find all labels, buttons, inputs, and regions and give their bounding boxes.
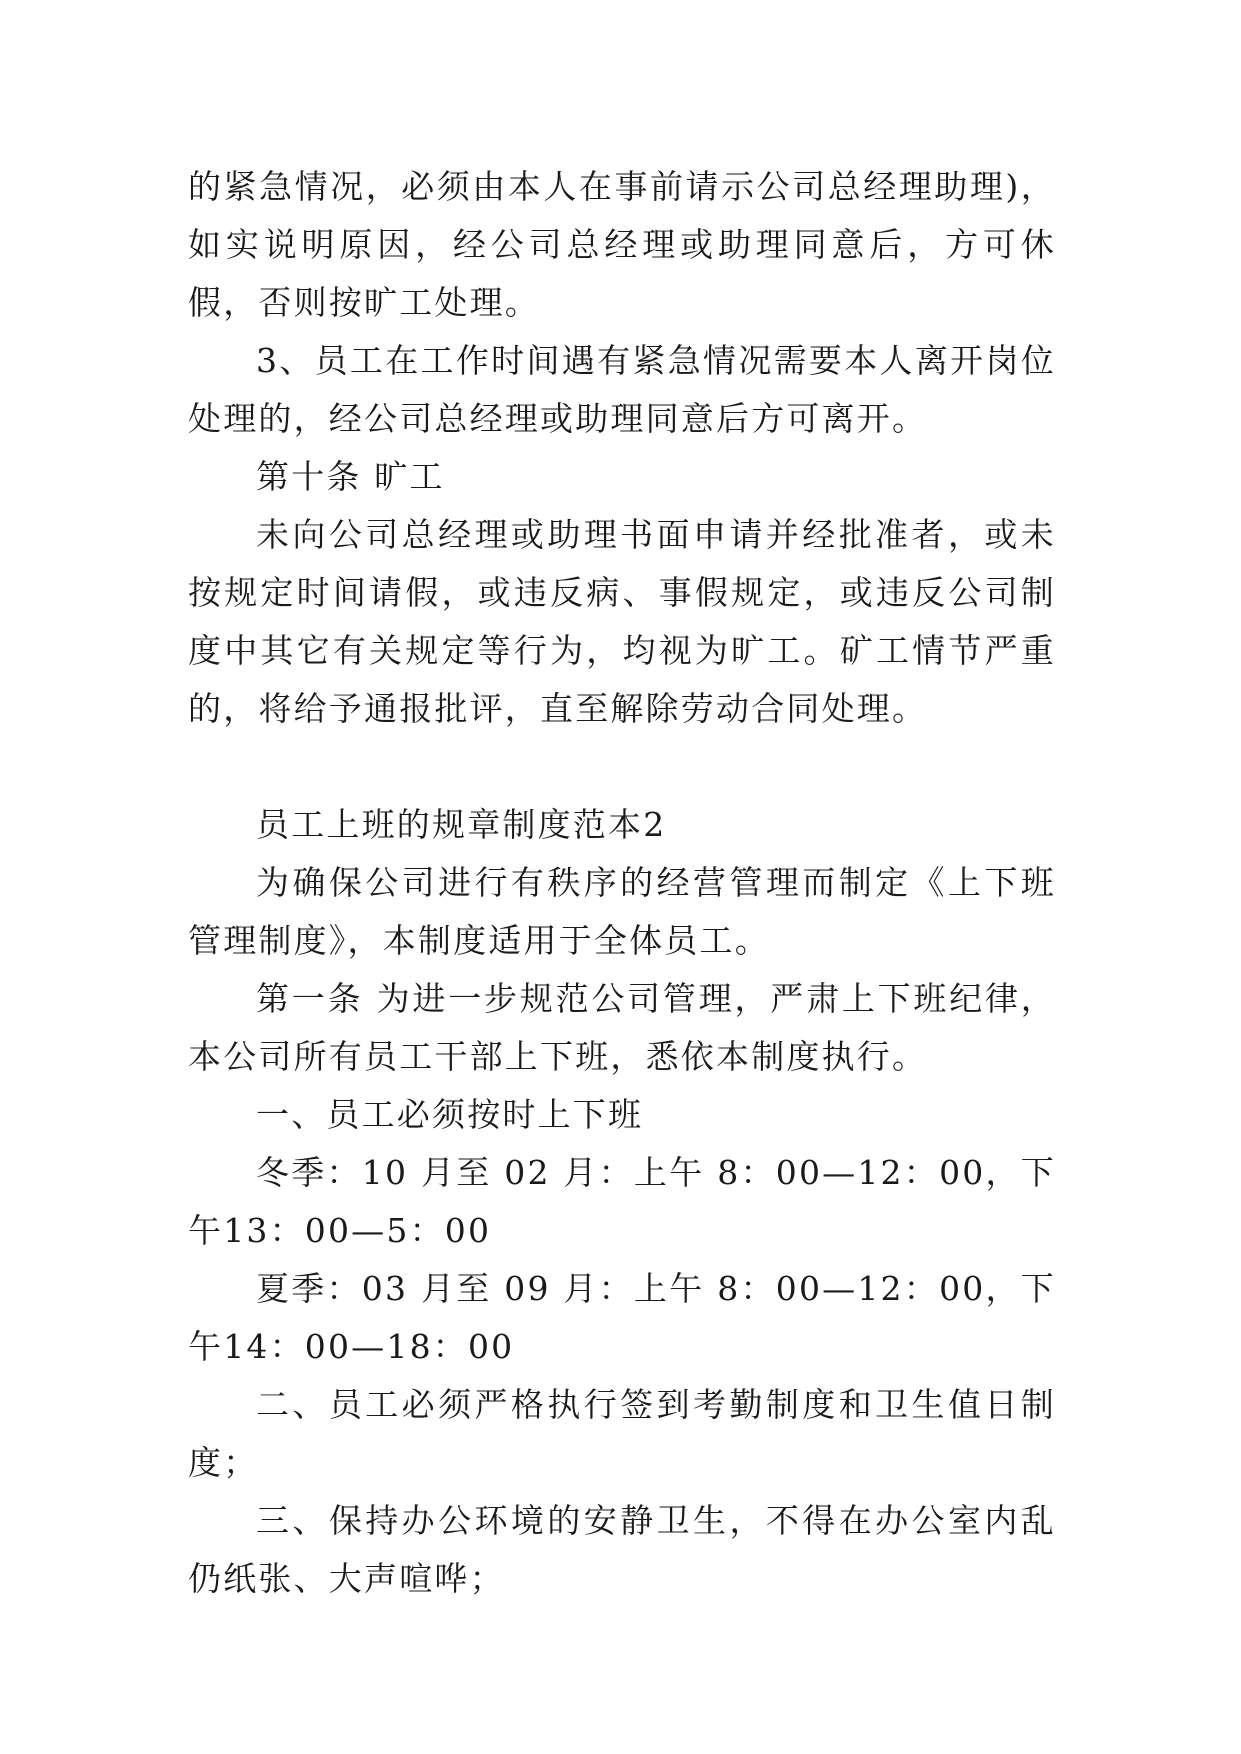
summer-schedule: 夏季：03 月至 09 月：上午 8：00—12：00，下午14：00—18：00	[188, 1269, 1056, 1366]
paragraph-continuation: 的紧急情况，必须由本人在事前请示公司总经理助理)，如实说明原因，经公司总经理或助理同意后，方可休假，否则按旷工处理。	[188, 167, 1056, 322]
section-title: 员工上班的规章制度范本2	[256, 805, 667, 844]
rule-2: 二、员工必须严格执行签到考勤制度和卫生值日制度；	[188, 1385, 1056, 1482]
winter-schedule: 冬季：10 月至 02 月：上午 8：00—12：00，下午13：00—5：00	[188, 1153, 1056, 1250]
article-1: 第一条 为进一步规范公司管理，严肃上下班纪律，本公司所有员工干部上下班，悉依本制度执行。	[188, 979, 1056, 1076]
document-body	[188, 158, 1056, 1608]
intro-paragraph: 为确保公司进行有秩序的经营管理而制定《上下班管理制度》，本制度适用于全体员工。	[188, 863, 1056, 960]
article-10-heading: 第十条 旷工	[256, 457, 445, 496]
section-spacer	[188, 738, 1056, 796]
article-10-body: 未向公司总经理或助理书面申请并经批准者，或未按规定时间请假，或违反病、事假规定，或违反公司制度中其它有关规定等行为，均视为旷工。矿工情节严重的，将给予通报批评，直至解除劳动合同处理。	[188, 515, 1056, 728]
paragraph-item-3: 3、员工在工作时间遇有紧急情况需要本人离开岗位处理的，经公司总经理或助理同意后方可离开。	[188, 341, 1056, 438]
rule-3: 三、保持办公环境的安静卫生，不得在办公室内乱仍纸张、大声喧哗；	[188, 1501, 1056, 1598]
rule-1-heading: 一、员工必须按时上下班	[256, 1095, 644, 1134]
